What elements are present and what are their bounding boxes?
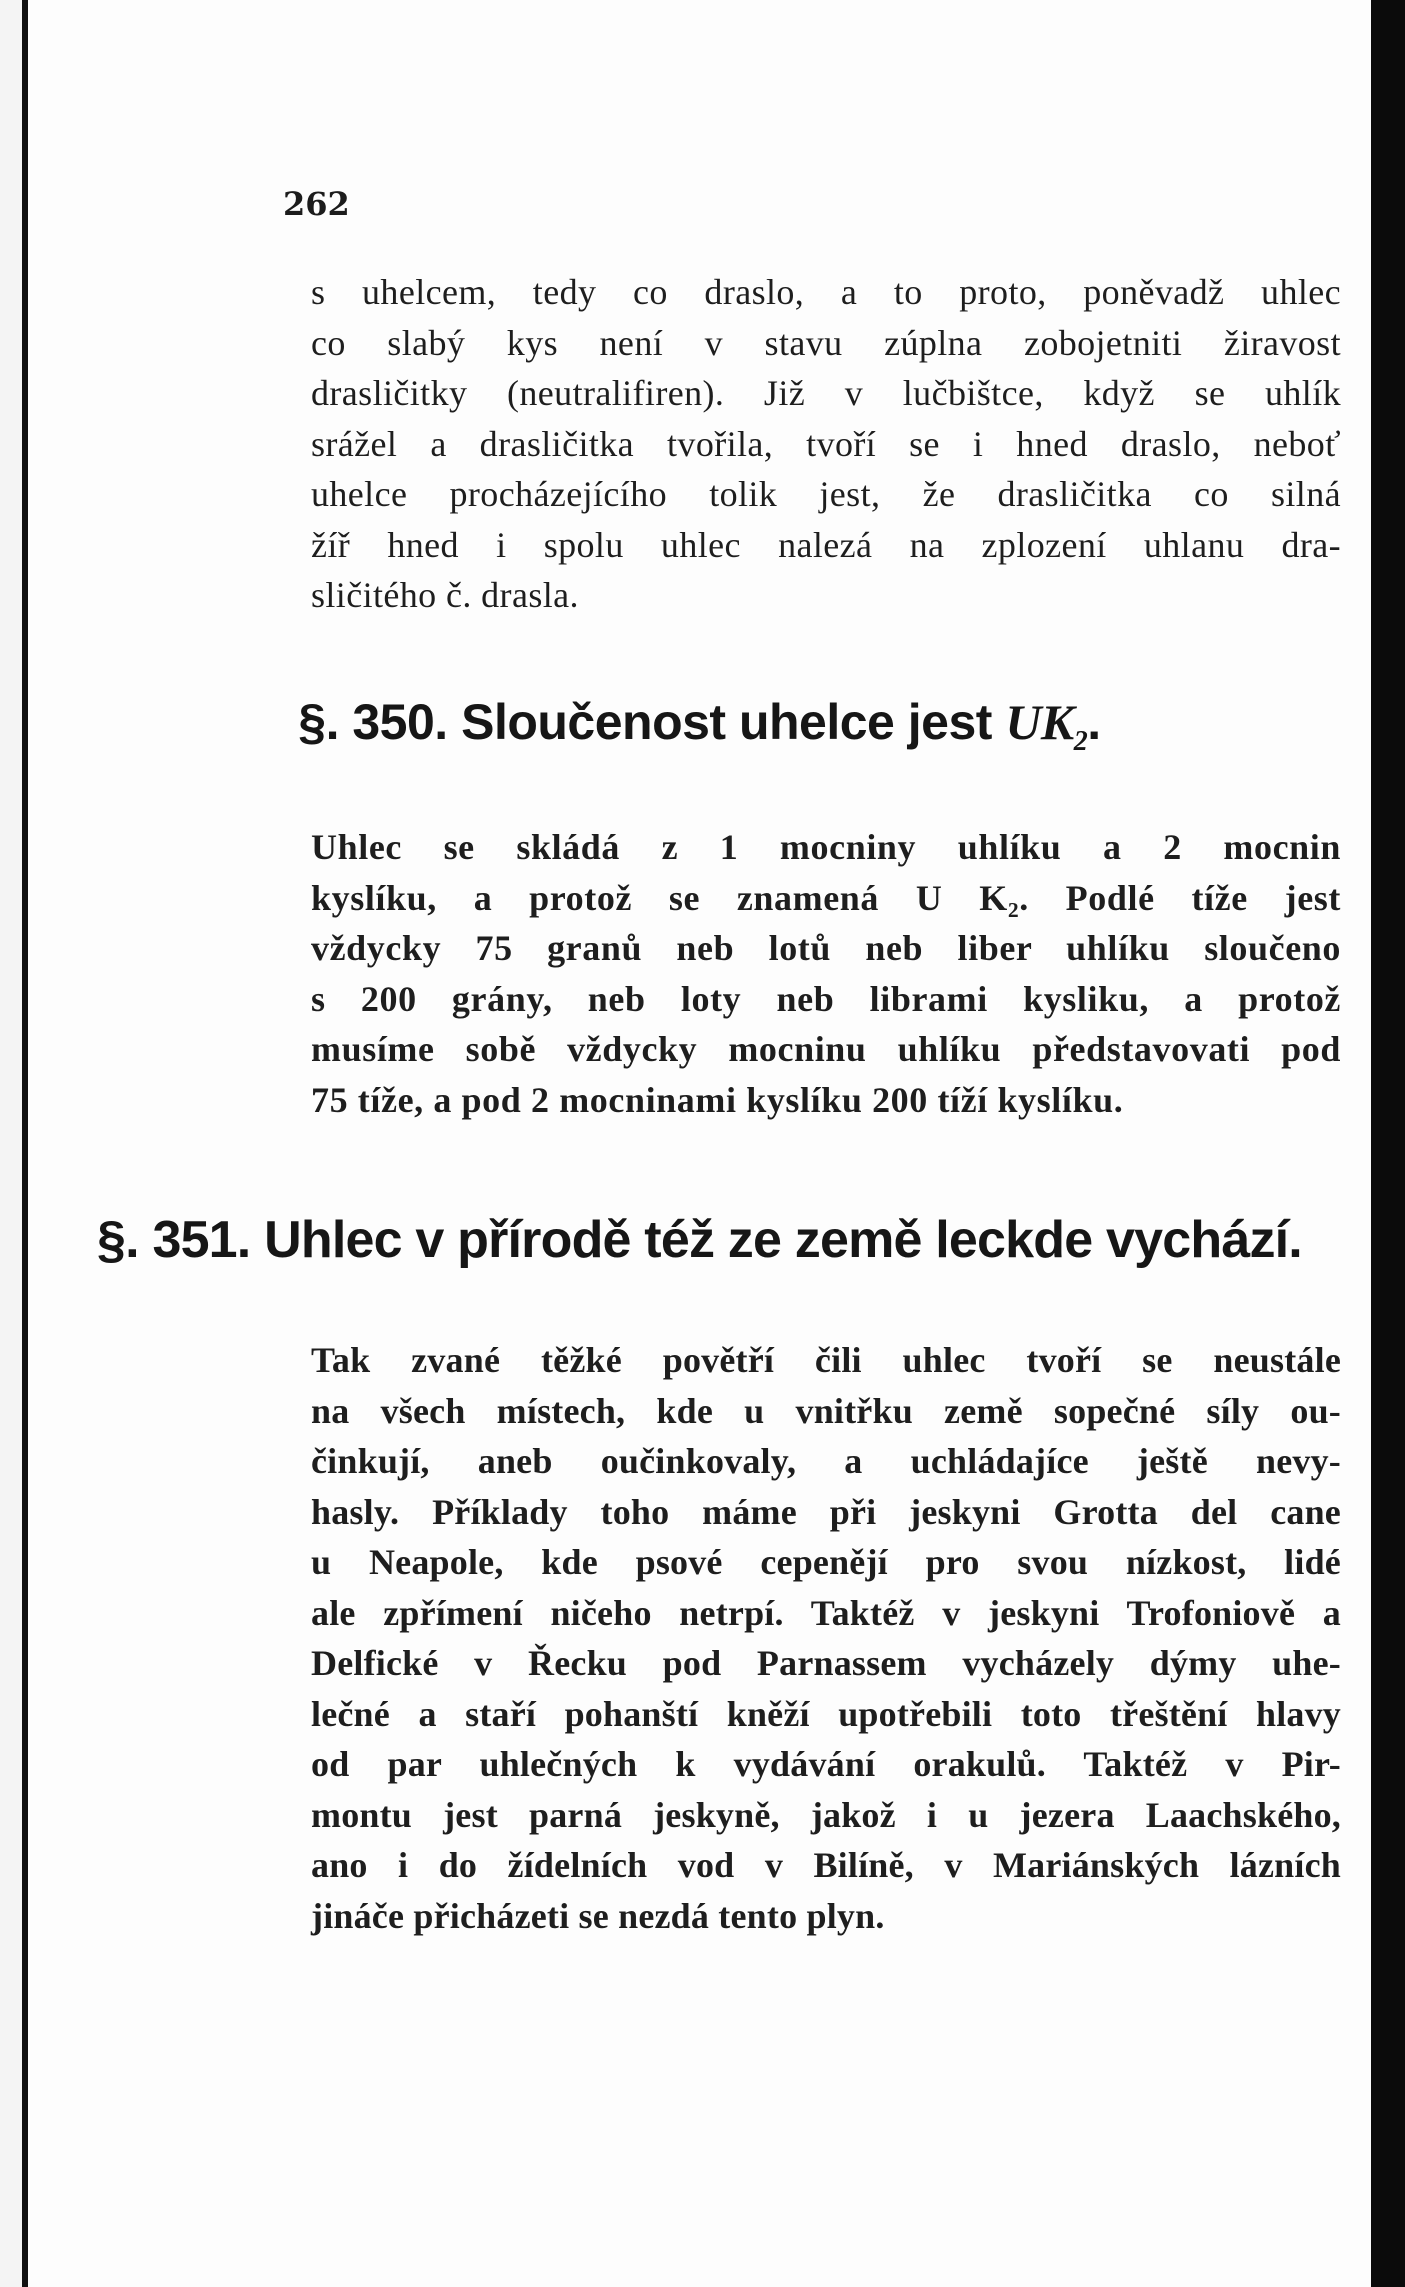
- text-line: žíř hned i spolu uhlec nalezá na zplození uhlanu dra-: [311, 524, 1341, 565]
- book-page: [28, 0, 1371, 2287]
- text-line: Uhlec se skládá z 1 mocniny uhlíku a 2 mocnin: [311, 827, 1341, 867]
- text-line: na všech místech, kde u vnitřku země sopečné síly ou-: [311, 1390, 1341, 1431]
- scan-left-margin: [0, 0, 22, 2287]
- section-number: §. 350.: [298, 694, 448, 750]
- section-number: §. 351.: [97, 1211, 251, 1269]
- text-line: sličitého č. drasla.: [311, 575, 579, 615]
- section-title: Sloučenost uhelce jest: [461, 694, 992, 750]
- text-line: ano i do žídelních vod v Bilíně, v Mariánských lázních: [311, 1845, 1341, 1885]
- text-line: s uhelcem, tedy co draslo, a to proto, poněvadž uhlec: [311, 272, 1341, 312]
- scan-right-edge: [1371, 0, 1405, 2287]
- chemical-formula: [1005, 694, 1088, 757]
- formula-symbol: UK: [1005, 694, 1074, 750]
- text-line: hasly. Příklady toho máme při jeskyni Grotta del cane: [311, 1491, 1341, 1532]
- text-line: s 200 grány, neb loty neb librami kysliku, a protož: [311, 978, 1341, 1019]
- paragraph-2: [311, 822, 1341, 1125]
- text-line: 75 tíže, a pod 2 mocninami kyslíku 200 tíží kyslíku.: [311, 1079, 1124, 1120]
- text-line: činkují, aneb oučinkovaly, a uchládajíce ještě nevy-: [311, 1441, 1341, 1481]
- text-line: lečné a staří pohanští kněží upotřebili toto třeštění hlavy: [311, 1693, 1341, 1734]
- text-line: srážel a drasličitka tvořila, tvoří se i hned draslo, neboť: [311, 423, 1341, 464]
- text-line: Delfické v Řecku pod Parnassem vycházely dýmy uhe-: [311, 1643, 1341, 1683]
- paragraph-1: [311, 267, 1341, 621]
- text-line: drasličitky (neutralifiren). Již v lučbištce, když se uhlík: [311, 373, 1341, 413]
- text-line: musíme sobě vždycky mocninu uhlíku představovati pod: [311, 1029, 1341, 1069]
- text-line: co slabý kys není v stavu zúplna zobojetniti žiravost: [311, 322, 1341, 363]
- section-heading-351: [28, 1210, 1371, 1270]
- text-line: jináče přicházeti se nezdá tento plyn.: [311, 1895, 885, 1936]
- formula-end: .: [1087, 694, 1101, 750]
- text-line: uhelce procházejícího tolik jest, že drasličitka co silná: [311, 474, 1341, 514]
- text-line: ale zpřímení ničeho netrpí. Taktéž v jeskyni Trofoniově a: [311, 1592, 1341, 1633]
- text-line: Tak zvané těžké povětří čili uhlec tvoří se neustále: [311, 1340, 1341, 1380]
- text-line: kyslíku, a protož se znamená U K₂. Podlé tíže jest: [311, 877, 1341, 918]
- text-line: vždycky 75 granů neb lotů neb liber uhlíku sloučeno: [311, 928, 1341, 968]
- formula-subscript: 2: [1073, 726, 1088, 757]
- text-line: montu jest parná jeskyně, jakož i u jezera Laachského,: [311, 1794, 1341, 1835]
- section-heading-350: [28, 693, 1371, 758]
- text-line: od par uhlečných k vydávání orakulů. Taktéž v Pir-: [311, 1744, 1341, 1784]
- text-line: u Neapole, kde psové cepenějí pro svou nízkost, lidé: [311, 1542, 1341, 1582]
- page-number: 262: [283, 185, 350, 223]
- section-title: Uhlec v přírodě též ze země leckde vychází.: [264, 1211, 1302, 1269]
- paragraph-3: [311, 1335, 1341, 1941]
